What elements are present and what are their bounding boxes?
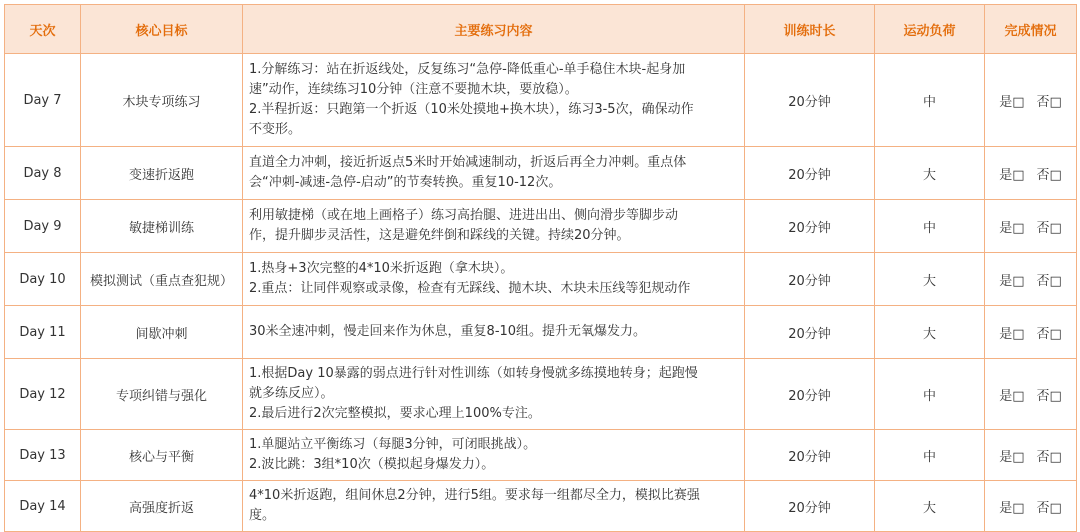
status-cell — [985, 359, 1077, 430]
yes-checkbox[interactable]: 是□ — [999, 500, 1025, 516]
status-cell — [985, 481, 1077, 532]
yes-checkbox[interactable]: 是□ — [999, 167, 1025, 183]
duration-cell: 20分钟 — [745, 306, 875, 359]
content-line: 1.根据Day 10暴露的弱点进行针对性训练（如转身慢就多练摸地转身；起跑慢 — [249, 366, 698, 381]
no-checkbox[interactable]: 否□ — [1036, 167, 1062, 183]
status-cell — [985, 430, 1077, 481]
day-cell: Day 12 — [5, 359, 81, 430]
yes-checkbox[interactable]: 是□ — [999, 273, 1025, 289]
goal-cell: 间歇冲刺 — [81, 306, 243, 359]
content-cell — [243, 306, 745, 359]
no-checkbox[interactable]: 否□ — [1036, 449, 1062, 465]
day-cell: Day 8 — [5, 147, 81, 200]
no-checkbox[interactable]: 否□ — [1036, 326, 1062, 342]
content-cell — [243, 359, 745, 430]
load-cell: 大 — [875, 306, 985, 359]
table-row — [5, 253, 1077, 306]
content-line: 30米全速冲刺，慢走回来作为休息，重复8-10组。提升无氧爆发力。 — [249, 324, 647, 339]
content-line: 1.单腿站立平衡练习（每腿3分钟，可闭眼挑战）。 — [249, 437, 537, 452]
header-duration: 训练时长 — [745, 5, 875, 54]
header-goal: 核心目标 — [81, 5, 243, 54]
content-line: 1.分解练习：站在折返线处，反复练习“急停-降低重心-单手稳住木块-起身加 — [249, 62, 686, 77]
yes-checkbox[interactable]: 是□ — [999, 220, 1025, 236]
no-checkbox[interactable]: 否□ — [1036, 94, 1062, 110]
content-line: 直道全力冲刺，接近折返点5米时开始减速制动，折返后再全力冲刺。重点体 — [249, 155, 687, 170]
no-checkbox[interactable]: 否□ — [1036, 220, 1062, 236]
no-checkbox[interactable]: 否□ — [1036, 273, 1062, 289]
content-line: 就多练反应）。 — [249, 386, 334, 401]
duration-cell: 20分钟 — [745, 147, 875, 200]
goal-cell: 敏捷梯训练 — [81, 200, 243, 253]
table-row — [5, 481, 1077, 532]
no-checkbox[interactable]: 否□ — [1036, 500, 1062, 516]
content-line: 2.半程折返：只跑第一个折返（10米处摸地+换木块），练习3-5次，确保动作 — [249, 102, 694, 117]
content-cell — [243, 481, 745, 532]
table-row — [5, 359, 1077, 430]
goal-cell: 模拟测试（重点查犯规） — [81, 253, 243, 306]
duration-cell: 20分钟 — [745, 481, 875, 532]
status-cell — [985, 200, 1077, 253]
yes-checkbox[interactable]: 是□ — [999, 449, 1025, 465]
day-cell: Day 11 — [5, 306, 81, 359]
load-cell: 大 — [875, 147, 985, 200]
load-cell: 大 — [875, 253, 985, 306]
load-cell: 中 — [875, 200, 985, 253]
training-plan — [4, 4, 1076, 523]
content-line: 速”动作，连续练习10分钟（注意不要抛木块，要放稳）。 — [249, 82, 578, 97]
content-cell — [243, 54, 745, 147]
load-cell: 中 — [875, 430, 985, 481]
day-cell: Day 14 — [5, 481, 81, 532]
status-cell — [985, 253, 1077, 306]
goal-cell: 变速折返跑 — [81, 147, 243, 200]
content-cell — [243, 147, 745, 200]
table-header-row — [5, 5, 1077, 54]
yes-checkbox[interactable]: 是□ — [999, 94, 1025, 110]
header-status: 完成情况 — [985, 5, 1077, 54]
status-cell — [985, 306, 1077, 359]
duration-cell: 20分钟 — [745, 430, 875, 481]
content-line: 度。 — [249, 508, 276, 523]
load-cell: 大 — [875, 481, 985, 532]
table-row — [5, 200, 1077, 253]
goal-cell: 专项纠错与强化 — [81, 359, 243, 430]
goal-cell: 高强度折返 — [81, 481, 243, 532]
content-line: 2.重点：让同伴观察或录像，检查有无踩线、抛木块、木块未压线等犯规动作 — [249, 281, 691, 296]
yes-checkbox[interactable]: 是□ — [999, 326, 1025, 342]
header-load: 运动负荷 — [875, 5, 985, 54]
table-row — [5, 306, 1077, 359]
table-row — [5, 430, 1077, 481]
load-cell: 中 — [875, 359, 985, 430]
duration-cell: 20分钟 — [745, 200, 875, 253]
content-line: 会“冲刺-减速-急停-启动”的节奏转换。重复10-12次。 — [249, 175, 562, 190]
header-content: 主要练习内容 — [243, 5, 745, 54]
content-line: 利用敏捷梯（或在地上画格子）练习高抬腿、进进出出、侧向滑步等脚步动 — [249, 208, 679, 223]
day-cell: Day 13 — [5, 430, 81, 481]
content-cell — [243, 253, 745, 306]
yes-checkbox[interactable]: 是□ — [999, 388, 1025, 404]
content-line: 不变形。 — [249, 122, 302, 137]
load-cell: 中 — [875, 54, 985, 147]
day-cell: Day 9 — [5, 200, 81, 253]
duration-cell: 20分钟 — [745, 359, 875, 430]
duration-cell: 20分钟 — [745, 54, 875, 147]
status-cell — [985, 54, 1077, 147]
content-line: 2.波比跳：3组*10次（模拟起身爆发力）。 — [249, 457, 495, 472]
day-cell: Day 7 — [5, 54, 81, 147]
content-line: 作，提升脚步灵活性，这是避免绊倒和踩线的关键。持续20分钟。 — [249, 228, 630, 243]
status-cell — [985, 147, 1077, 200]
no-checkbox[interactable]: 否□ — [1036, 388, 1062, 404]
training-table — [4, 4, 1077, 532]
table-row — [5, 147, 1077, 200]
content-cell — [243, 430, 745, 481]
duration-cell: 20分钟 — [745, 253, 875, 306]
content-line: 2.最后进行2次完整模拟，要求心理上100%专注。 — [249, 406, 541, 421]
goal-cell: 核心与平衡 — [81, 430, 243, 481]
content-line: 4*10米折返跑，组间休息2分钟，进行5组。要求每一组都尽全力，模拟比赛强 — [249, 488, 700, 503]
header-day: 天次 — [5, 5, 81, 54]
day-cell: Day 10 — [5, 253, 81, 306]
goal-cell: 木块专项练习 — [81, 54, 243, 147]
content-cell — [243, 200, 745, 253]
content-line: 1.热身+3次完整的4*10米折返跑（拿木块）。 — [249, 261, 514, 276]
table-row — [5, 54, 1077, 147]
